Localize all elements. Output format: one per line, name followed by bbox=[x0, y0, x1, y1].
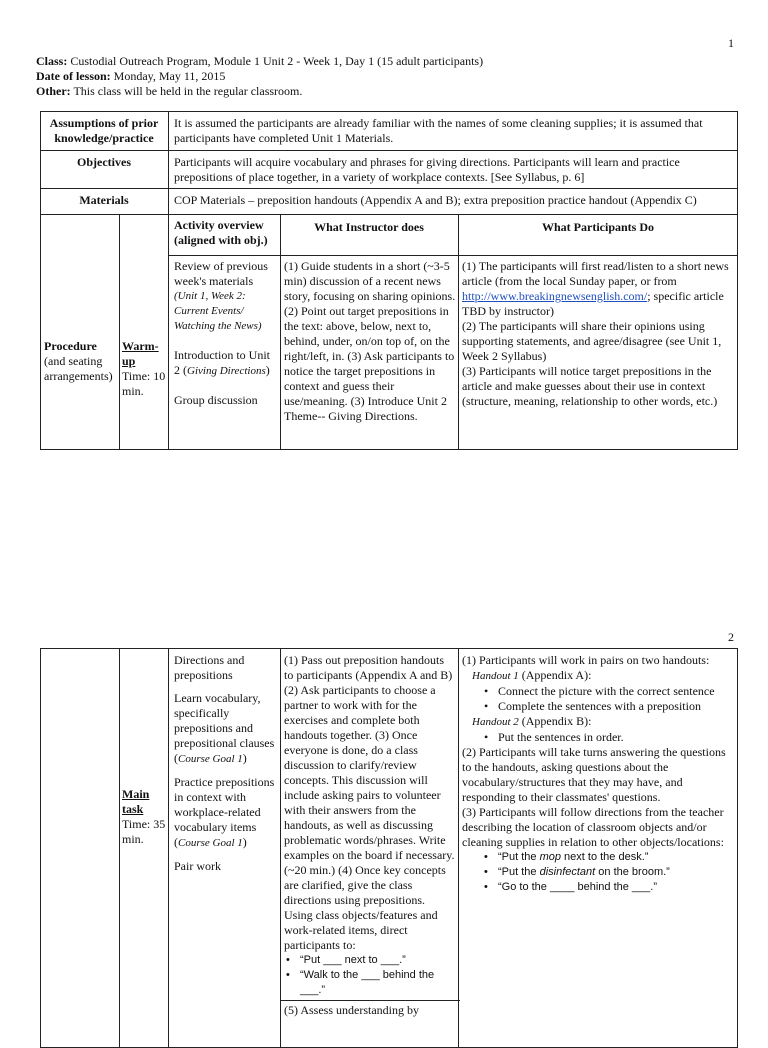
participant-direction-1: • “Put the mop next to the desk.” bbox=[498, 850, 736, 865]
procedure-label: Procedure (and seating arrangements) bbox=[44, 339, 113, 383]
objectives-label: Objectives bbox=[77, 155, 131, 169]
instructor-direction-2: • “Walk to the ___ behind the ___.” bbox=[300, 968, 456, 998]
materials-label: Materials bbox=[79, 193, 129, 207]
assumptions-label: Assumptions of prior knowledge/practice bbox=[49, 116, 159, 145]
date-line: Date of lesson: Monday, May 11, 2015 bbox=[36, 69, 226, 83]
handout1-item-2: • Complete the sentences with a preposition bbox=[498, 699, 736, 714]
breakingnewsenglish-link[interactable]: http://www.breakingnewsenglish.com/ bbox=[462, 289, 648, 303]
handout1-item-1: • Connect the picture with the correct sentence bbox=[498, 684, 736, 699]
participants-header: What Participants Do bbox=[542, 220, 654, 234]
assumptions-text: It is assumed the participants are already familiar with the names of some cleaning supplies; it is assumed that participants have completed Unit 1 Materials. bbox=[174, 116, 703, 145]
lesson-header bbox=[36, 54, 483, 99]
class-line: Class: Custodial Outreach Program, Module 1 Unit 2 - Week 1, Day 1 (15 adult participants) bbox=[36, 54, 484, 68]
instructor-direction-1: • “Put ___ next to ___.” bbox=[300, 953, 456, 968]
warmup-activity: Review of previous week's materials (Unit 1, Week 2: Current Events/ Watching the News) Introduction to Unit 2 (Giving Directions) Group discussion bbox=[174, 259, 270, 407]
warmup-participants: (1) The participants will first read/listen to a short news article (from the local Sunday paper, or from http://www.breakingnewsenglish.com/; specific article TBD by instructor) (2) The participants will share their opinions using supporting statements, and agree/disagree (see Unit 1, Week 2 Syllabus) (3) Participants will notice target prepositions in the article and make guesses about their use in context (structure, meaning, relationship to other words, etc.) bbox=[462, 259, 729, 408]
main-activity: Directions and prepositions Learn vocabulary, specifically prepositions and prepositional clauses (Course Goal 1) Practice prepositions in context with workplace-related vocabulary items (Course Goal 1) Pair work bbox=[174, 653, 275, 873]
other-line: Other: This class will be held in the regular classroom. bbox=[36, 84, 303, 98]
page-number: 1 bbox=[728, 36, 734, 50]
page-number-2: 2 bbox=[728, 630, 734, 644]
warmup-instructor: (1) Guide students in a short (~3-5 min) discussion of a recent news story, focusing on sharing opinions. (2) Point out target prepositions in the text: above, below, next to, behind, under, on/on top of, on the right/left, in. (3) Ask participants to notice the target prepositions in context and guess their use/meaning. (3) Introduce Unit 2 Theme-- Giving Directions. bbox=[284, 259, 456, 423]
activity-overview-header: Activity overview (aligned with obj.) bbox=[174, 218, 268, 247]
objectives-text: Participants will acquire vocabulary and phrases for giving directions. Participants will learn and practice prepositions of place together, in a variety of workplace contexts. [See Syllabus, p. 6] bbox=[174, 155, 680, 184]
participant-direction-2: • “Put the disinfectant on the broom.” bbox=[498, 865, 736, 880]
materials-text: COP Materials – preposition handouts (Appendix A and B); extra preposition practice handout (Appendix C) bbox=[174, 193, 697, 207]
participant-direction-3: • “Go to the ____ behind the ___.” bbox=[498, 880, 736, 895]
main-instructor: (1) Pass out preposition handouts to participants (Appendix A and B) (2) Ask participants to choose a partner to work with for the exercises and complete both handouts together. (3) Once everyone is done, do a class discussion to clarify/review concepts. This discussion will include asking pairs to volunteer with their answers from the handouts, as well as discussing problematic words/phrases. Write examples on the board if necessary. (~20 min.) (4) Once key concepts are clarified, give the class directions using prepositions. Using class objects/features and work-related items, direct participants to: • “Put ___ next to ___.” • “Walk to the ___ behind the ___.” (5) Assess understanding by bbox=[284, 653, 456, 1018]
handout2-item-1: • Put the sentences in order. bbox=[498, 730, 736, 745]
main-task-label: Main task Time: 35 min. bbox=[122, 787, 166, 846]
main-participants: (1) Participants will work in pairs on two handouts: Handout 1 (Appendix A): • Connect the picture with the correct sentence • Complete the sentences with a preposition Handout 2 (Appendix B): • Put the sentences in order. (2) Participants will take turns answering the questions to the handouts, asking questions about the vocabulary/structures that they may have, and responding to their classmates' questions. (3) Participants will follow directions from the teacher describing the location of classroom objects and/or cleaning supplies in relation to other objects/locations: • “Put the mop next to the desk.” • “Put the disinfectant on the broom.” • “Go to the ____ behind the ___.” bbox=[462, 653, 736, 895]
warmup-label: Warm-up Time: 10 min. bbox=[122, 339, 166, 398]
instructor-header: What Instructor does bbox=[314, 220, 424, 234]
